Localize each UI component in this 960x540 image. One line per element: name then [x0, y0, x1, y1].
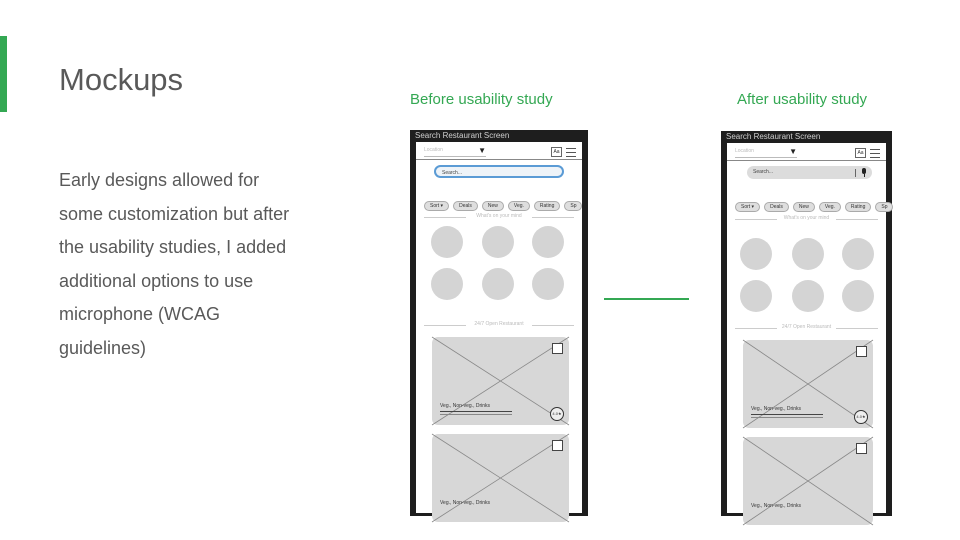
image-placeholder-icon: [432, 434, 569, 522]
search-input[interactable]: Search...: [434, 165, 564, 178]
text-size-button[interactable]: Aa: [551, 147, 562, 157]
location-dropdown[interactable]: [424, 147, 486, 157]
top-divider: [727, 160, 886, 161]
after-phone-mockup: [721, 131, 892, 516]
card-text-line: [440, 414, 512, 415]
search-placeholder: Search...: [753, 169, 774, 175]
favorite-checkbox[interactable]: [856, 443, 867, 454]
section-label-restaurants: 24/7 Open Restaurant: [735, 324, 878, 332]
chip-rating[interactable]: Rating: [534, 201, 560, 211]
section-label-categories: What's on your mind: [735, 215, 878, 223]
search-separator: [855, 169, 856, 177]
card-text-line: [440, 411, 512, 412]
category-grid: [431, 226, 565, 316]
top-divider: [416, 159, 582, 160]
restaurant-card[interactable]: [743, 437, 873, 525]
card-cuisine-text: Veg., Non-veg., Drinks: [751, 406, 802, 412]
microphone-icon[interactable]: [862, 168, 866, 177]
chip-new[interactable]: New: [482, 201, 504, 211]
screen-title: Search Restaurant Screen: [415, 131, 510, 140]
chip-deals[interactable]: Deals: [764, 202, 789, 212]
card-text-line: [751, 414, 823, 415]
card-cuisine-text: Veg., Non-veg., Drinks: [440, 403, 491, 409]
section-label-categories: What's on your mind: [424, 213, 574, 221]
accent-bar: [0, 36, 7, 112]
category-item[interactable]: [431, 226, 463, 258]
menu-icon[interactable]: [566, 148, 576, 157]
top-bar: [420, 145, 578, 159]
card-text-line: [751, 417, 823, 418]
before-phone-mockup: [410, 130, 588, 516]
chip-rating[interactable]: Rating: [845, 202, 871, 212]
filter-chips: [424, 194, 602, 209]
phone-screen: [727, 143, 886, 513]
caption-after: After usability study: [737, 91, 868, 108]
category-item[interactable]: [740, 280, 772, 312]
comparison-divider: [604, 298, 689, 300]
restaurant-card[interactable]: [743, 340, 873, 428]
category-item[interactable]: [431, 268, 463, 300]
category-item[interactable]: [532, 226, 564, 258]
menu-icon[interactable]: [870, 149, 880, 158]
category-item[interactable]: [842, 238, 874, 270]
location-placeholder: Location: [735, 148, 754, 154]
chip-veg[interactable]: Veg.: [819, 202, 841, 212]
favorite-checkbox[interactable]: [552, 343, 563, 354]
card-cuisine-text: Veg., Non-veg., Drinks: [751, 503, 802, 509]
chip-more[interactable]: Sp: [875, 202, 893, 212]
chip-more[interactable]: Sp: [564, 201, 582, 211]
top-bar: [731, 146, 882, 160]
chip-sort[interactable]: Sort ▾: [424, 201, 449, 211]
restaurant-card[interactable]: [432, 434, 569, 522]
category-item[interactable]: [842, 280, 874, 312]
text-size-button[interactable]: Aa: [855, 148, 866, 158]
card-cuisine-text: Veg., Non-veg., Drinks: [440, 500, 491, 506]
favorite-checkbox[interactable]: [552, 440, 563, 451]
category-item[interactable]: [532, 268, 564, 300]
image-placeholder-icon: [743, 437, 873, 525]
category-item[interactable]: [792, 280, 824, 312]
slide-title: Mockups: [59, 62, 184, 97]
category-item[interactable]: [740, 238, 772, 270]
caption-before: Before usability study: [410, 91, 553, 108]
dropdown-arrow-icon: ▼: [789, 147, 797, 156]
chip-sort[interactable]: Sort ▾: [735, 202, 760, 212]
category-item[interactable]: [482, 268, 514, 300]
phone-screen: [416, 142, 582, 513]
section-label-restaurants: 24/7 Open Restaurant: [424, 321, 574, 329]
chip-veg[interactable]: Veg.: [508, 201, 530, 211]
rating-badge: 4.0★: [550, 407, 564, 421]
chip-new[interactable]: New: [793, 202, 815, 212]
restaurant-card[interactable]: [432, 337, 569, 425]
category-item[interactable]: [482, 226, 514, 258]
dropdown-arrow-icon: ▼: [478, 146, 486, 155]
location-placeholder: Location: [424, 147, 443, 153]
slide-body-text: Early designs allowed for some customization but after the usability studies, I added additional options to use microphone (WCAG guidelines): [59, 170, 290, 358]
filter-chips: [735, 195, 906, 210]
category-item[interactable]: [792, 238, 824, 270]
chip-deals[interactable]: Deals: [453, 201, 478, 211]
favorite-checkbox[interactable]: [856, 346, 867, 357]
rating-badge: 4.0★: [854, 410, 868, 424]
location-dropdown[interactable]: [735, 148, 797, 158]
search-input[interactable]: [747, 166, 872, 179]
screen-title: Search Restaurant Screen: [726, 132, 821, 141]
category-grid: [740, 238, 874, 328]
